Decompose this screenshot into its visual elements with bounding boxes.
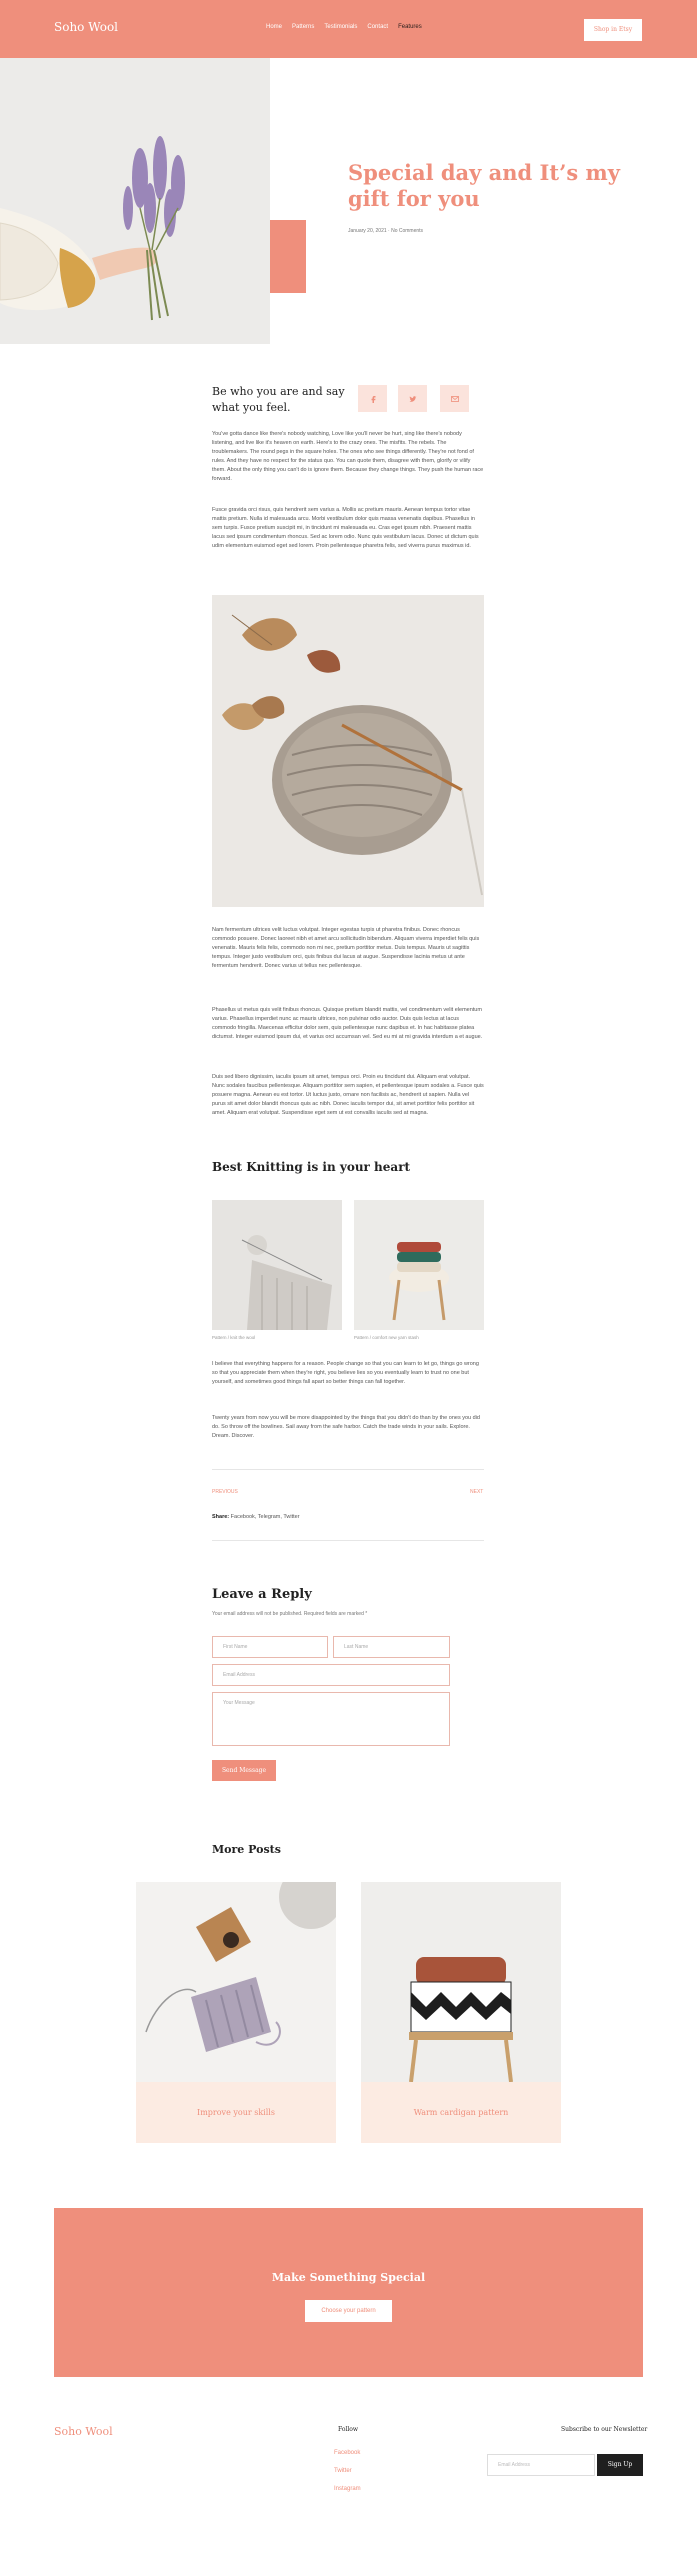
email-icon[interactable] [440,385,469,412]
shop-etsy-button[interactable]: Shop in Etsy [584,19,642,41]
image-caption: Pattern / comfort new yarn stash [354,1335,419,1340]
footer-brand[interactable]: Soho Wool [54,2425,113,2438]
newsletter-heading: Subscribe to our Newsletter [561,2426,648,2433]
newsletter-email-input[interactable]: Email Address [487,2454,595,2476]
post-card[interactable] [361,1882,561,2143]
previous-link[interactable]: PREVIOUS [212,1489,238,1495]
article-paragraph: I believe that everything happens for a reason. People change so that you can learn to let go, things go wrong so that you appreciate them when they're right, you believe lies so you eventually learn to trust no one but yourself, and sometimes good things fall apart so better things can fall together. [212,1361,479,1385]
article-paragraph: Phasellus ut metus quis velit finibus rhoncus. Quisque pretium blandit mattis, vel condimentum velit elementum varius. Phasellus imperdiet nunc ac mauris ultrices, non pulvinar odio auctor. Duis quis lectus at lacus commodo fringilla. Maecenas efficitur dolor sem, quis pellentesque nunc dapibus et. In hac habitasse platea dictumst. Integer euismod ipsum dui, et varius orci accumsan vel. Sed eu mi at mi gravida interdum a et augue. [212,1007,483,1040]
choose-pattern-button[interactable]: Choose your pattern [305,2300,392,2322]
sign-up-button[interactable]: Sign Up [597,2454,643,2476]
share-label: Share: [212,1514,230,1520]
article-subtitle: Be who you are and say what you feel. [212,385,345,414]
main-nav [266,24,422,30]
twitter-icon[interactable] [398,385,427,412]
next-link[interactable]: NEXT [470,1489,484,1495]
footer-link-twitter[interactable]: Twitter [334,2468,352,2474]
brand-logo[interactable]: Soho Wool [54,20,119,34]
nav-contact[interactable]: Contact [367,24,389,30]
article-paragraph: Duis sed libero dignissim, iaculis ipsum sit amet, tempus orci. Proin eu tincidunt dui. Aliquam erat volutpat. Nunc sodales faucibus pellentesque. Aliquam porttitor sem sapien, et pellentesque ipsum sodales a. Fusce quis posuere magna. Aenean eu est tortor. Ut luctus justo, ornare non facilisis ac, hendrerit ut sapien. Nulla vel purus sit amet dolor blandit rhoncus quis ac nibh. Donec iaculis tempor dui, sit amet porttitor felis porttitor sit amet. Aliquam erat volutpat. Suspendisse eget sem ut est convallis iaculis sed at magna. [212,1074,484,1116]
knitting-photo [212,595,484,907]
cta-banner [54,2208,643,2377]
article-paragraph: Nam fermentum ultrices velit luctus volutpat. Integer egestas turpis ut pharetra finibus. Donec rhoncus commodo posuere. Donec laoreet nibh et amet arcu sollicitudin bibendum. Aliquam viverra imperdiet felis quis venenatis. Mauris felis felis, commodo non mi nec, pretium porttitor metus. Duis tempus. Mauris ut sagittis tempus. Integer justo vestibulum orci, quis finibus dui lacus at augue. Suspendisse lacinia metus ut ante fermentum hendrerit. Donec varius ut tellus nec pellentesque. [212,927,480,969]
image-caption: Pattern / knit the wool [212,1335,256,1340]
reply-heading: Leave a Reply [212,1587,312,1602]
footer-link-instagram[interactable]: Instagram [334,2486,361,2492]
divider [212,1469,484,1470]
post-meta: January 20, 2021 · No Comments [348,228,424,234]
post-title: Special day and It’s my gift for you [348,160,620,211]
knit-wool-photo [212,1200,342,1330]
nav-patterns[interactable]: Patterns [292,24,315,30]
article-paragraph: You've gotta dance like there's nobody watching, Love like you'll never be hurt, sing like there's nobody listening, and live like it's heaven on earth. Here's to the crazy ones. The misfits. The rebels. The troublemakers. The round pegs in the square holes. The ones who see things differently. They're not fond of rules. And they have no respect for the status quo. You can quote them, disagree with them, glorify or vilify them. About the only thing you can't do is ignore them. Because they change things. They push the human race forward. [212,431,484,482]
nav-testimonials[interactable]: Testimonials [324,24,358,30]
cta-title: Make Something Special [271,2271,426,2284]
post-card-image[interactable] [361,1882,561,2082]
nav-home[interactable]: Home [266,24,283,30]
article-paragraph: Twenty years from now you will be more disappointed by the things that you didn't do than by the ones you did do. So throw off the bowlines. Sail away from the safe harbor. Catch the trade winds in your sails. Explore. Dream. Discover. [212,1415,480,1439]
send-message-button[interactable]: Send Message [212,1760,276,1781]
nav-features[interactable]: Features [398,24,422,30]
hero-image [0,58,270,344]
message-field[interactable]: Your Message [212,1692,450,1746]
email-field[interactable]: Email Address [212,1664,450,1686]
post-card-title[interactable]: Improve your skills [197,2108,275,2117]
first-name-field[interactable]: First Name [212,1636,328,1658]
footer-follow-heading: Follow [338,2426,359,2433]
more-posts-heading: More Posts [212,1843,281,1856]
site-header [0,0,697,58]
reply-note: Your email address will not be published. Required fields are marked * [212,1611,368,1617]
share-links [212,1514,300,1520]
yarn-stash-photo [354,1200,484,1330]
post-card-title[interactable]: Warm cardigan pattern [413,2108,509,2117]
hero-accent-block [270,220,306,293]
facebook-icon[interactable] [358,385,387,412]
post-card[interactable] [136,1882,336,2143]
section-heading: Best Knitting is in your heart [212,1160,411,1174]
share-networks[interactable]: Facebook, Telegram, Twitter [230,1514,300,1520]
footer-link-facebook[interactable]: Facebook [334,2450,361,2456]
divider [212,1540,484,1541]
article-paragraph: Fusce gravida orci risus, quis hendrerit sem varius a. Mollis ac pretium mauris. Aenean tempus tortor vitae mattis pretium. Nulla id malesuada arcu. Morbi vestibulum dolor quis massa venenatis dapibus. Phasellus in sem turpis. Fusce pretium suscipit mi, in tincidunt mi malesuada eu. Cras eget ipsum nibh. Praesent mattis lacus sed ipsum condimentum rhoncus. Sed ac lorem odio. Nunc quis vestibulum lacus. Donec ut dictum quis udim elementum euismod eget sed lorem. Proin pellentesque pharetra felis, sed viverra purus maximus id. [212,507,479,549]
last-name-field[interactable]: Last Name [333,1636,450,1658]
post-card-image[interactable] [136,1882,336,2082]
